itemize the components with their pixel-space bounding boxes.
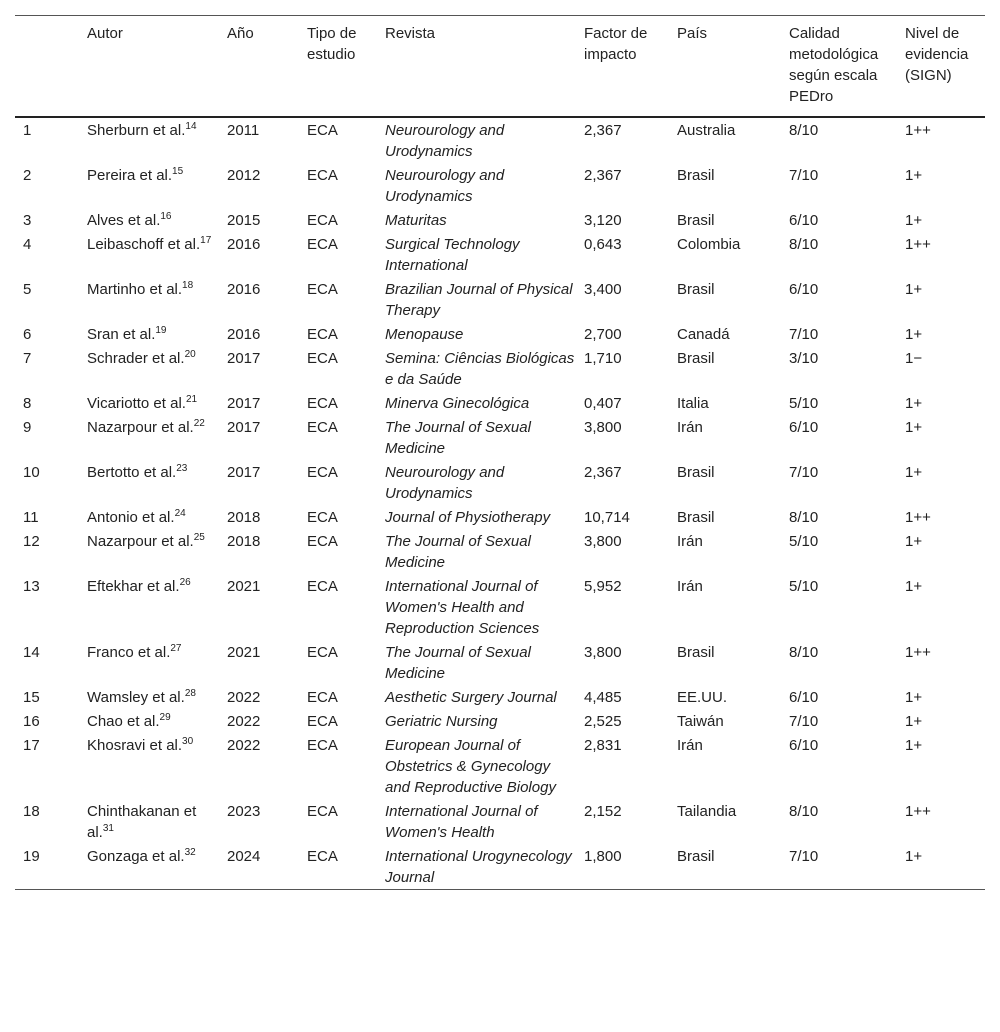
author-cell: [83, 574, 223, 640]
table-row: [15, 208, 985, 232]
table-row: [15, 163, 985, 208]
journal-cell: International Urogynecology Journal: [385, 848, 572, 886]
row-number: 16: [23, 713, 40, 730]
impact-factor-cell: 3,400: [584, 281, 622, 298]
table-row: [15, 799, 985, 844]
author-name: Vicariotto et al.: [87, 395, 186, 412]
table-row: [15, 232, 985, 277]
author-name: Sran et al.: [87, 326, 156, 343]
reference-number: 25: [193, 532, 205, 543]
sign-evidence-cell: 1+: [905, 326, 923, 343]
sign-evidence-cell: 1++: [905, 803, 931, 820]
author-name: Chinthakanan et al.: [87, 803, 197, 841]
reference-number: 18: [182, 280, 194, 291]
year-cell: 2017: [227, 464, 261, 481]
header-country: País: [677, 25, 708, 42]
row-number: 5: [23, 281, 32, 298]
row-number: 2: [23, 167, 32, 184]
country-cell: Brasil: [677, 350, 715, 367]
country-cell: Brasil: [677, 644, 715, 661]
country-cell: Brasil: [677, 464, 715, 481]
author-name: Bertotto et al.: [87, 464, 177, 481]
author-name: Alves et al.: [87, 212, 161, 229]
study-type-cell: ECA: [307, 713, 338, 730]
study-type-cell: ECA: [307, 689, 338, 706]
table-row: [15, 529, 985, 574]
header-author: Autor: [87, 25, 123, 42]
study-type-cell: ECA: [307, 167, 338, 184]
country-cell: Australia: [677, 122, 736, 139]
country-cell: Colombia: [677, 236, 741, 253]
country-cell: EE.UU.: [677, 689, 728, 706]
reference-number: 19: [155, 325, 167, 336]
row-number: 19: [23, 848, 40, 865]
author-cell: [83, 733, 223, 799]
author-name: Eftekhar et al.: [87, 578, 180, 595]
pedro-quality-cell: 6/10: [789, 689, 819, 706]
reference-number: 15: [172, 166, 184, 177]
table-row: [15, 574, 985, 640]
pedro-quality-cell: 6/10: [789, 281, 819, 298]
row-number: 10: [23, 464, 40, 481]
author-name: Franco et al.: [87, 644, 171, 661]
sign-evidence-cell: 1+: [905, 713, 923, 730]
year-cell: 2016: [227, 281, 261, 298]
year-cell: 2017: [227, 419, 261, 436]
author-name: Schrader et al.: [87, 350, 185, 367]
reference-number: 26: [179, 577, 191, 588]
header-year: Año: [227, 25, 254, 42]
reference-number: 24: [174, 508, 186, 519]
sign-evidence-cell: 1+: [905, 212, 923, 229]
sign-evidence-cell: 1+: [905, 167, 923, 184]
pedro-quality-cell: 8/10: [789, 509, 819, 526]
table-row: [15, 277, 985, 322]
reference-number: 14: [185, 121, 197, 132]
row-number: 17: [23, 737, 40, 754]
impact-factor-cell: 2,367: [584, 122, 622, 139]
pedro-quality-cell: 8/10: [789, 236, 819, 253]
table-row: [15, 415, 985, 460]
journal-cell: European Journal of Obstetrics & Gynecology and Reproductive Biology: [385, 737, 556, 796]
pedro-quality-cell: 7/10: [789, 848, 819, 865]
reference-number: 28: [184, 688, 196, 699]
sign-evidence-cell: 1+: [905, 281, 923, 298]
study-type-cell: ECA: [307, 848, 338, 865]
table-row: [15, 640, 985, 685]
reference-number: 21: [185, 394, 198, 405]
sign-evidence-cell: 1++: [905, 644, 931, 661]
pedro-quality-cell: 8/10: [789, 803, 819, 820]
study-type-cell: ECA: [307, 122, 338, 139]
sign-evidence-cell: 1+: [905, 395, 923, 412]
header-impact: Factor de impacto: [584, 25, 648, 63]
study-type-cell: ECA: [307, 236, 338, 253]
sign-evidence-cell: 1−: [905, 350, 923, 367]
reference-number: 30: [182, 736, 194, 747]
study-type-cell: ECA: [307, 281, 338, 298]
impact-factor-cell: 4,485: [584, 689, 622, 706]
year-cell: 2022: [227, 689, 261, 706]
impact-factor-cell: 3,800: [584, 644, 622, 661]
row-number: 15: [23, 689, 40, 706]
year-cell: 2017: [227, 350, 261, 367]
impact-factor-cell: 0,643: [584, 236, 622, 253]
reference-number: 27: [170, 643, 182, 654]
journal-cell: Neurourology and Urodynamics: [385, 464, 505, 502]
country-cell: Brasil: [677, 848, 715, 865]
sign-evidence-cell: 1+: [905, 848, 923, 865]
year-cell: 2021: [227, 578, 261, 595]
author-cell: [83, 799, 223, 844]
author-cell: [83, 529, 223, 574]
studies-table: [15, 15, 985, 890]
impact-factor-cell: 2,367: [584, 464, 622, 481]
journal-cell: Semina: Ciências Biológicas e da Saúde: [385, 350, 575, 388]
row-number: 9: [23, 419, 32, 436]
author-cell: [83, 232, 223, 277]
author-cell: [83, 346, 223, 391]
year-cell: 2016: [227, 326, 261, 343]
author-cell: [83, 277, 223, 322]
table-row: [15, 685, 985, 709]
row-number: 11: [23, 509, 39, 526]
sign-evidence-cell: 1++: [905, 122, 931, 139]
pedro-quality-cell: 7/10: [789, 326, 819, 343]
author-cell: [83, 208, 223, 232]
author-name: Nazarpour et al.: [87, 419, 194, 436]
author-cell: [83, 685, 223, 709]
journal-cell: The Journal of Sexual Medicine: [385, 419, 531, 457]
country-cell: Brasil: [677, 167, 715, 184]
author-name: Sherburn et al.: [87, 122, 186, 139]
study-type-cell: ECA: [307, 509, 338, 526]
impact-factor-cell: 3,800: [584, 533, 622, 550]
header-quality: Calidad metodológica según escala PEDro: [789, 25, 879, 105]
country-cell: Canadá: [677, 326, 730, 343]
country-cell: Taiwán: [677, 713, 724, 730]
pedro-quality-cell: 5/10: [789, 578, 819, 595]
author-cell: [83, 391, 223, 415]
table-row: [15, 391, 985, 415]
impact-factor-cell: 2,700: [584, 326, 622, 343]
pedro-quality-cell: 7/10: [789, 464, 819, 481]
author-cell: [83, 505, 223, 529]
header-journal: Revista: [385, 25, 436, 42]
author-cell: [83, 460, 223, 505]
pedro-quality-cell: 6/10: [789, 212, 819, 229]
author-cell: [83, 322, 223, 346]
author-name: Martinho et al.: [87, 281, 183, 298]
impact-factor-cell: 0,407: [584, 395, 622, 412]
pedro-quality-cell: 7/10: [789, 713, 819, 730]
impact-factor-cell: 2,525: [584, 713, 622, 730]
country-cell: Italia: [677, 395, 709, 412]
author-name: Nazarpour et al.: [87, 533, 194, 550]
year-cell: 2017: [227, 395, 261, 412]
table-row: [15, 346, 985, 391]
author-name: Antonio et al.: [87, 509, 175, 526]
country-cell: Brasil: [677, 509, 715, 526]
study-type-cell: ECA: [307, 326, 338, 343]
year-cell: 2021: [227, 644, 261, 661]
sign-evidence-cell: 1++: [905, 236, 931, 253]
row-number: 1: [23, 122, 32, 139]
row-number: 18: [23, 803, 40, 820]
impact-factor-cell: 10,714: [584, 509, 630, 526]
study-type-cell: ECA: [307, 464, 338, 481]
journal-cell: Journal of Physiotherapy: [385, 509, 551, 526]
journal-cell: International Journal of Women's Health: [385, 803, 538, 841]
country-cell: Irán: [677, 419, 703, 436]
row-number: 8: [23, 395, 32, 412]
impact-factor-cell: 2,831: [584, 737, 622, 754]
journal-cell: Geriatric Nursing: [385, 713, 498, 730]
author-cell: [83, 163, 223, 208]
author-name: Khosravi et al.: [87, 737, 183, 754]
journal-cell: The Journal of Sexual Medicine: [385, 533, 531, 571]
study-type-cell: ECA: [307, 803, 338, 820]
table-row: [15, 460, 985, 505]
study-type-cell: ECA: [307, 644, 338, 661]
pedro-quality-cell: 6/10: [789, 419, 819, 436]
author-cell: [83, 709, 223, 733]
sign-evidence-cell: 1+: [905, 419, 923, 436]
reference-number: 17: [200, 235, 212, 246]
author-cell: [83, 844, 223, 890]
pedro-quality-cell: 6/10: [789, 737, 819, 754]
pedro-quality-cell: 8/10: [789, 644, 819, 661]
country-cell: Brasil: [677, 212, 715, 229]
reference-number: 22: [193, 418, 205, 429]
pedro-quality-cell: 5/10: [789, 533, 819, 550]
table-row: [15, 844, 985, 890]
country-cell: Tailandia: [677, 803, 737, 820]
year-cell: 2012: [227, 167, 261, 184]
year-cell: 2011: [227, 122, 260, 139]
year-cell: 2016: [227, 236, 261, 253]
header-row: [15, 16, 985, 118]
year-cell: 2022: [227, 737, 261, 754]
country-cell: Irán: [677, 737, 703, 754]
sign-evidence-cell: 1+: [905, 737, 923, 754]
table-row: [15, 709, 985, 733]
sign-evidence-cell: 1+: [905, 689, 923, 706]
pedro-quality-cell: 5/10: [789, 395, 819, 412]
journal-cell: Maturitas: [385, 212, 447, 229]
table-row: [15, 322, 985, 346]
row-number: 14: [23, 644, 40, 661]
reference-number: 32: [184, 847, 196, 858]
table-row: [15, 117, 985, 163]
impact-factor-cell: 3,120: [584, 212, 622, 229]
country-cell: Irán: [677, 533, 703, 550]
pedro-quality-cell: 7/10: [789, 167, 819, 184]
header-evidence: Nivel de evidencia (SIGN): [905, 25, 969, 84]
reference-number: 23: [176, 463, 188, 474]
table-row: [15, 505, 985, 529]
year-cell: 2023: [227, 803, 261, 820]
country-cell: Brasil: [677, 281, 715, 298]
row-number: 6: [23, 326, 32, 343]
study-type-cell: ECA: [307, 395, 338, 412]
reference-number: 20: [184, 349, 196, 360]
journal-cell: Neurourology and Urodynamics: [385, 167, 505, 205]
header-type: Tipo de estudio: [307, 25, 357, 63]
author-name: Gonzaga et al.: [87, 848, 185, 865]
year-cell: 2018: [227, 509, 261, 526]
author-name: Leibaschoff et al.: [87, 236, 201, 253]
author-cell: [83, 117, 223, 163]
impact-factor-cell: 2,367: [584, 167, 622, 184]
row-number: 7: [23, 350, 32, 367]
impact-factor-cell: 2,152: [584, 803, 622, 820]
sign-evidence-cell: 1+: [905, 578, 923, 595]
row-number: 3: [23, 212, 32, 229]
author-cell: [83, 415, 223, 460]
study-type-cell: ECA: [307, 419, 338, 436]
pedro-quality-cell: 8/10: [789, 122, 819, 139]
table-body: [15, 117, 985, 890]
impact-factor-cell: 1,800: [584, 848, 622, 865]
table-row: [15, 733, 985, 799]
sign-evidence-cell: 1++: [905, 509, 931, 526]
journal-cell: Aesthetic Surgery Journal: [385, 689, 557, 706]
reference-number: 29: [159, 712, 171, 723]
journal-cell: International Journal of Women's Health and Reproduction Sciences: [385, 578, 540, 637]
impact-factor-cell: 5,952: [584, 578, 622, 595]
impact-factor-cell: 1,710: [584, 350, 622, 367]
header-num: [15, 16, 83, 118]
sign-evidence-cell: 1+: [905, 464, 923, 481]
row-number: 4: [23, 236, 32, 253]
reference-number: 31: [102, 823, 114, 834]
study-type-cell: ECA: [307, 737, 338, 754]
author-name: Chao et al.: [87, 713, 160, 730]
author-name: Pereira et al.: [87, 167, 173, 184]
study-type-cell: ECA: [307, 350, 338, 367]
pedro-quality-cell: 3/10: [789, 350, 819, 367]
year-cell: 2024: [227, 848, 261, 865]
study-type-cell: ECA: [307, 578, 338, 595]
reference-number: 16: [160, 211, 172, 222]
sign-evidence-cell: 1+: [905, 533, 923, 550]
year-cell: 2022: [227, 713, 261, 730]
row-number: 13: [23, 578, 40, 595]
journal-cell: The Journal of Sexual Medicine: [385, 644, 531, 682]
row-number: 12: [23, 533, 40, 550]
year-cell: 2015: [227, 212, 261, 229]
study-type-cell: ECA: [307, 533, 338, 550]
author-cell: [83, 640, 223, 685]
journal-cell: Neurourology and Urodynamics: [385, 122, 505, 160]
journal-cell: Surgical Technology International: [385, 236, 520, 274]
study-type-cell: ECA: [307, 212, 338, 229]
journal-cell: Brazilian Journal of Physical Therapy: [385, 281, 573, 319]
year-cell: 2018: [227, 533, 261, 550]
journal-cell: Minerva Ginecológica: [385, 395, 530, 412]
country-cell: Irán: [677, 578, 703, 595]
journal-cell: Menopause: [385, 326, 464, 343]
impact-factor-cell: 3,800: [584, 419, 622, 436]
author-name: Wamsley et al.: [87, 689, 185, 706]
